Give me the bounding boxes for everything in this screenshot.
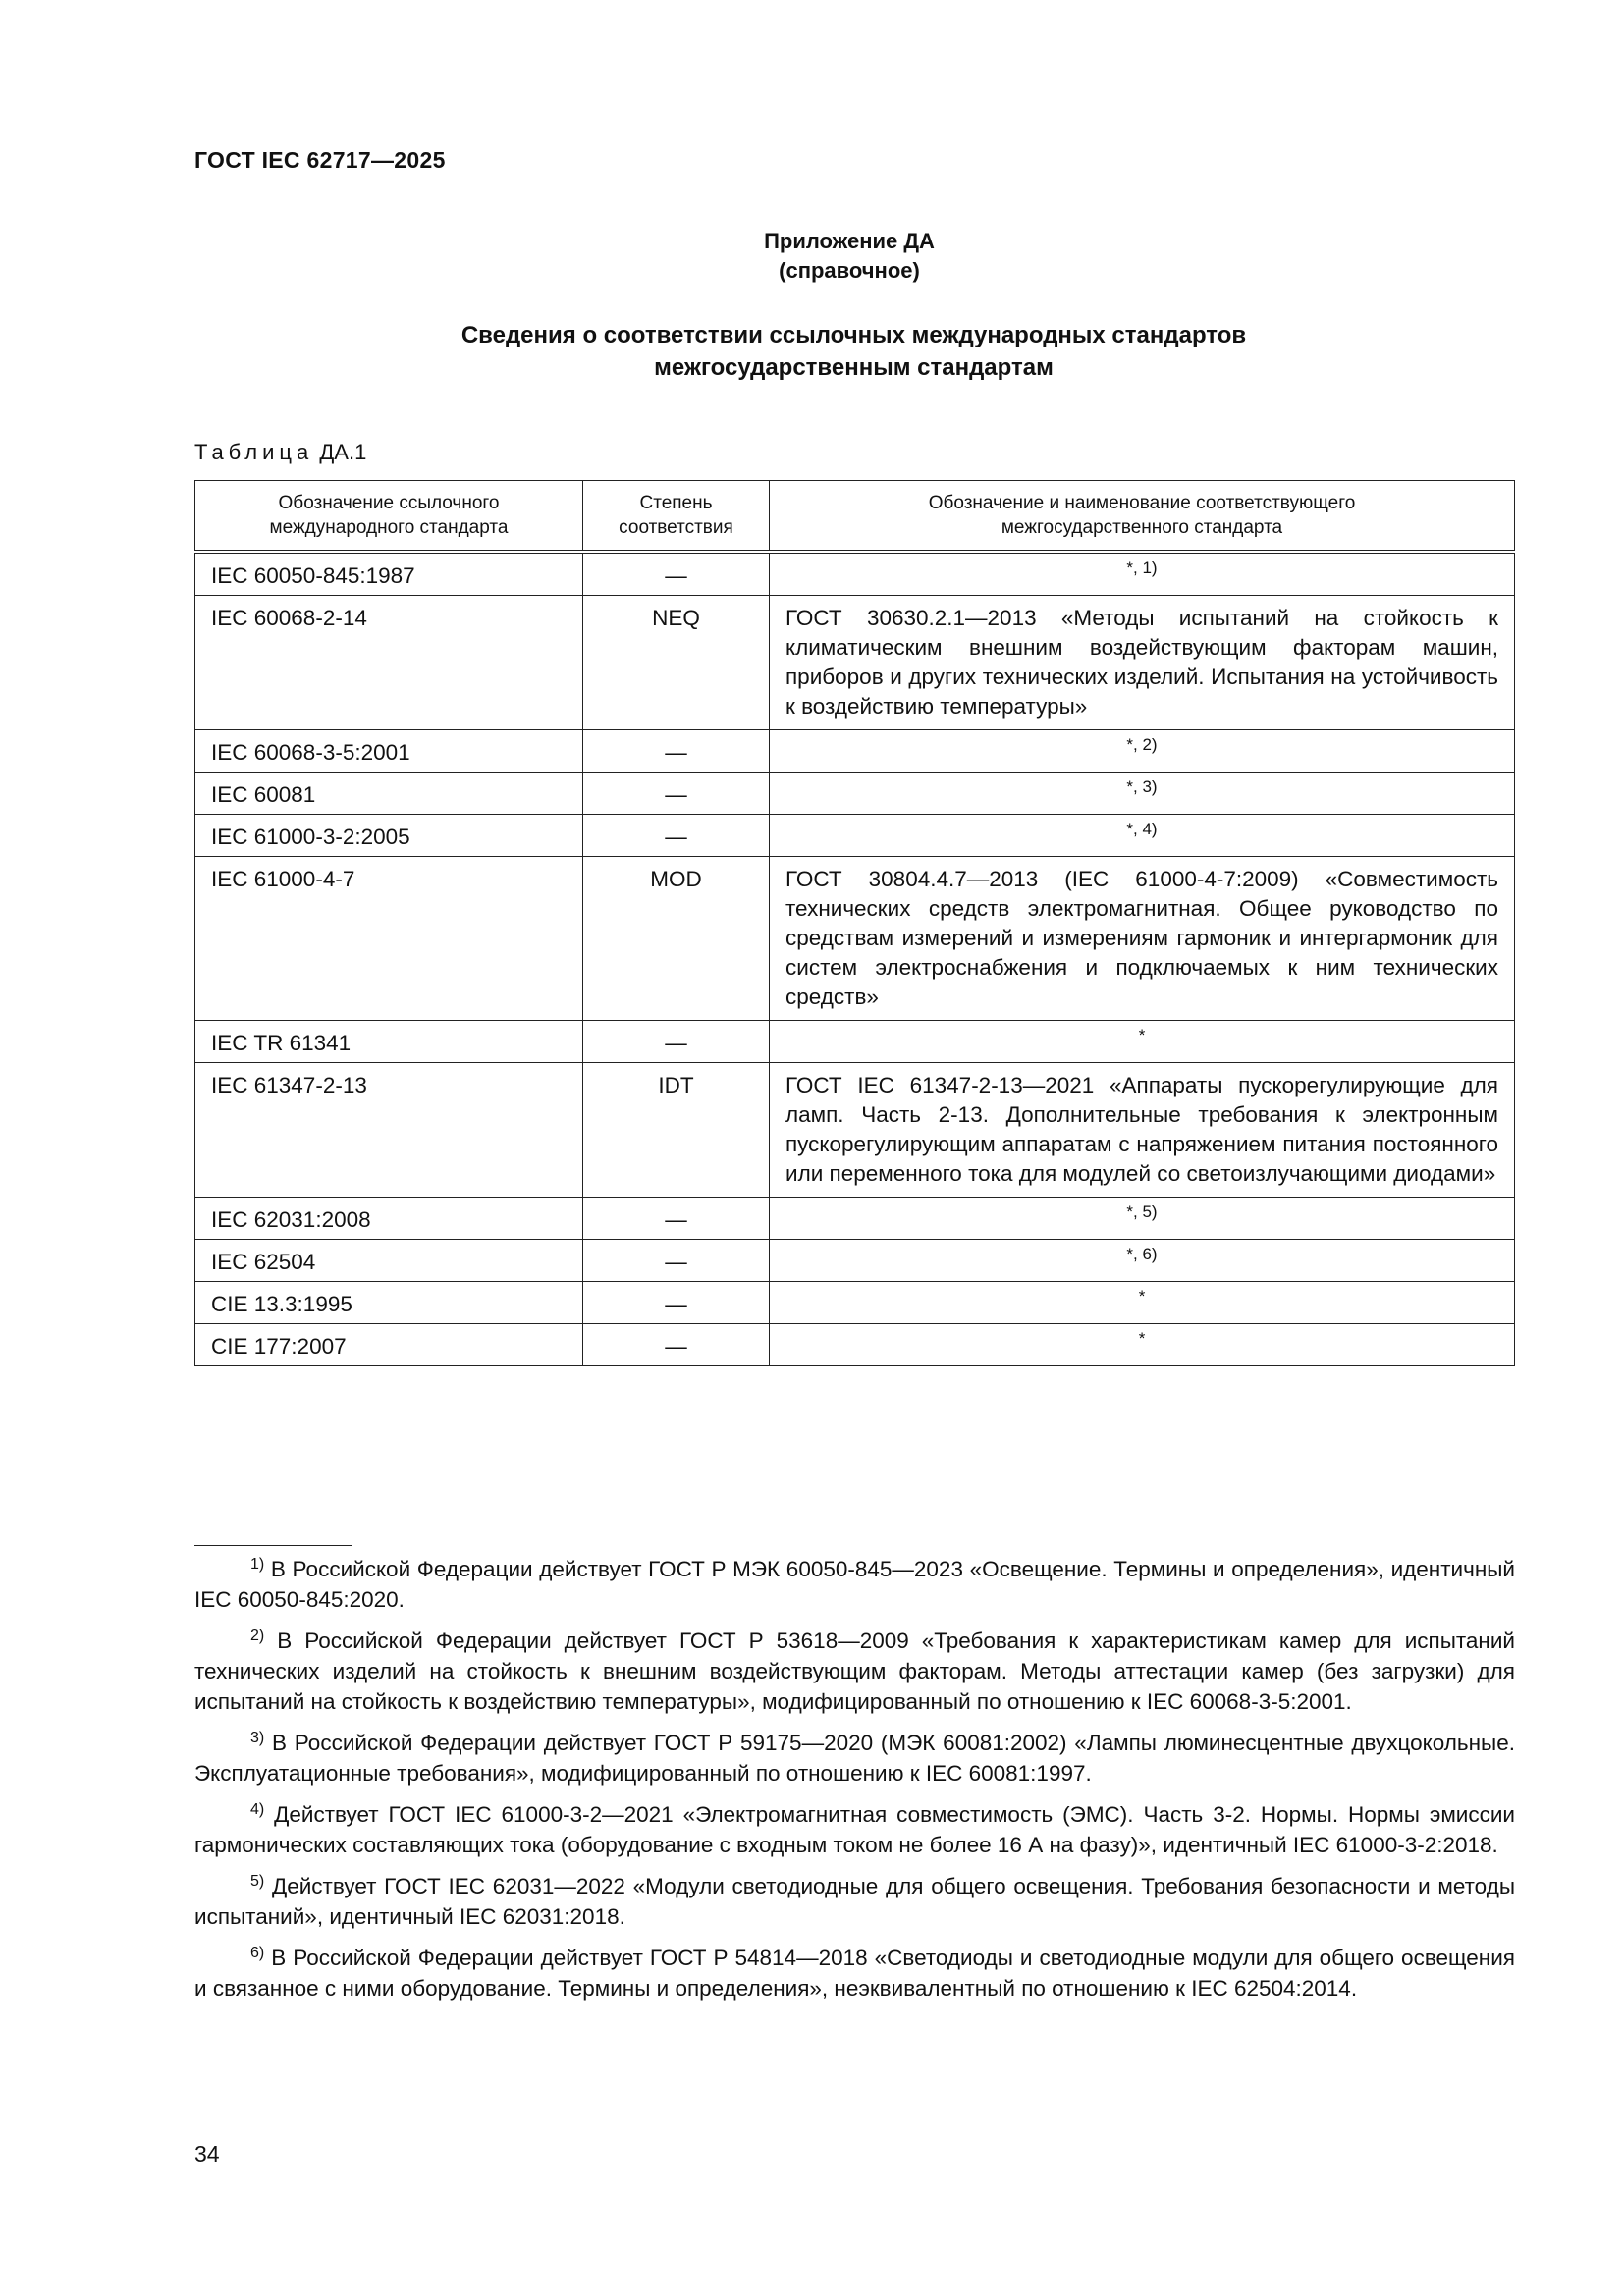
reference-cell: IEC 60068-3-5:2001: [195, 730, 583, 773]
degree-cell: —: [583, 1282, 770, 1324]
annex-heading: [0, 227, 1624, 286]
table-row: [195, 1198, 1515, 1240]
table-caption: [194, 440, 366, 465]
standard-cell: *: [770, 1282, 1515, 1324]
annex-type: (справочное): [779, 258, 920, 283]
standard-cell: *, 3): [770, 773, 1515, 815]
page-number: 34: [194, 2141, 220, 2166]
reference-cell: IEC 61000-3-2:2005: [195, 815, 583, 857]
reference-cell: IEC 62031:2008: [195, 1198, 583, 1240]
footnote-text: В Российской Федерации действует ГОСТ Р 53618—2009 «Требования к характеристикам камер для испытаний технических изделий на стойкость к внешним воздействующим факторам. Методы аттестации камер (без загрузки) для испытаний на стойкость к воздействию температуры», модифицированный по отношению к IEC 60068-3-5:2001.: [194, 1629, 1515, 1714]
degree-cell: IDT: [583, 1063, 770, 1198]
standard-cell: *, 6): [770, 1240, 1515, 1282]
reference-cell: IEC 62504: [195, 1240, 583, 1282]
header-reference-standard: [195, 481, 583, 553]
section-title-line2: межгосударственным стандартам: [654, 354, 1054, 381]
standard-cell: ГОСТ 30804.4.7—2013 (IEC 61000-4-7:2009) «Совместимость технических средств электромагнитная. Общее руководство по средствам измерений и измерениям гармоник и интергармоник для систем электроснабжения и подключаемых к ним технических средств»: [770, 857, 1515, 1021]
table-row: [195, 773, 1515, 815]
degree-cell: —: [583, 1021, 770, 1063]
footnote-mark: 4): [250, 1801, 265, 1818]
footnote-separator: [194, 1545, 352, 1546]
footnotes: [194, 1554, 1515, 2014]
table-row: [195, 1063, 1515, 1198]
footnote-text: Действует ГОСТ IEC 62031—2022 «Модули светодиодные для общего освещения. Требования безопасности и методы испытаний», идентичный IEC 62031:2018.: [194, 1874, 1515, 1929]
footnote-mark: 6): [250, 1945, 265, 1961]
header-interstate-standard: [770, 481, 1515, 553]
table-row: [195, 1021, 1515, 1063]
table-caption-word: Таблица: [194, 440, 314, 464]
degree-cell: MOD: [583, 857, 770, 1021]
header-degree: [583, 481, 770, 553]
header-line: соответствия: [619, 517, 733, 538]
footnote: [194, 1871, 1515, 1932]
table-row: [195, 730, 1515, 773]
footnote: [194, 1943, 1515, 2003]
degree-cell: —: [583, 552, 770, 596]
document-header: ГОСТ IEC 62717—2025: [194, 147, 446, 173]
footnote-mark: 2): [250, 1628, 265, 1644]
table-row: [195, 857, 1515, 1021]
standard-cell: *: [770, 1021, 1515, 1063]
table-row: [195, 552, 1515, 596]
footnote: [194, 1554, 1515, 1615]
footnote-text: Действует ГОСТ IEC 61000-3-2—2021 «Электромагнитная совместимость (ЭМС). Часть 3-2. Нормы. Нормы эмиссии гармонических составляющих тока (оборудование с входным током не более 16 А на фазу)», идентичный IEC 61000-3-2:2018.: [194, 1802, 1515, 1857]
table-header-row: [195, 481, 1515, 553]
header-line: межгосударственного стандарта: [1001, 517, 1283, 538]
standard-cell: *, 5): [770, 1198, 1515, 1240]
annex-title: Приложение ДА: [764, 229, 935, 253]
degree-cell: —: [583, 1324, 770, 1366]
degree-cell: —: [583, 773, 770, 815]
footnote-text: В Российской Федерации действует ГОСТ Р 54814—2018 «Светодиоды и светодиодные модули для общего освещения и связанное с ними оборудование. Термины и определения», неэквивалентный по отношению к IEC 62504:2014.: [194, 1946, 1515, 2001]
table-row: [195, 1240, 1515, 1282]
footnote: [194, 1728, 1515, 1789]
footnote: [194, 1799, 1515, 1860]
header-line: Обозначение ссылочного: [278, 493, 500, 513]
standard-cell: ГОСТ IEC 61347-2-13—2021 «Аппараты пускорегулирующие для ламп. Часть 2-13. Дополнительные требования к электронным пускорегулирующим аппаратам с напряжением питания постоянного или переменного тока для модулей со светоизлучающими диодами»: [770, 1063, 1515, 1198]
footnote-mark: 1): [250, 1556, 265, 1573]
degree-cell: —: [583, 815, 770, 857]
degree-cell: —: [583, 1198, 770, 1240]
reference-cell: IEC 61347-2-13: [195, 1063, 583, 1198]
footnote-mark: 3): [250, 1730, 265, 1746]
footnote-mark: 5): [250, 1873, 265, 1890]
footnote-text: В Российской Федерации действует ГОСТ Р 59175—2020 (МЭК 60081:2002) «Лампы люминесцентные двухцокольные. Эксплуатационные требования», модифицированный по отношению к IEC 60081:1997.: [194, 1731, 1515, 1786]
reference-cell: IEC 60081: [195, 773, 583, 815]
section-title-line1: Сведения о соответствии ссылочных международных стандартов: [460, 322, 1247, 348]
table-row: [195, 1324, 1515, 1366]
reference-cell: CIE 177:2007: [195, 1324, 583, 1366]
standard-cell: ГОСТ 30630.2.1—2013 «Методы испытаний на стойкость к климатическим внешним воздействующим факторам машин, приборов и других технических изделий. Испытания на устойчивость к воздействию температуры»: [770, 596, 1515, 730]
footnote-text: В Российской Федерации действует ГОСТ Р МЭК 60050-845—2023 «Освещение. Термины и определения», идентичный IEC 60050-845:2020.: [194, 1557, 1515, 1612]
header-line: международного стандарта: [269, 517, 509, 538]
standard-cell: *: [770, 1324, 1515, 1366]
table-row: [195, 596, 1515, 730]
footnote: [194, 1626, 1515, 1717]
header-line: Степень: [639, 493, 713, 513]
reference-cell: IEC 60050-845:1987: [195, 552, 583, 596]
standard-cell: *, 4): [770, 815, 1515, 857]
degree-cell: —: [583, 730, 770, 773]
degree-cell: NEQ: [583, 596, 770, 730]
table-row: [195, 1282, 1515, 1324]
table-caption-number: ДА.1: [319, 440, 367, 464]
table-row: [195, 815, 1515, 857]
reference-cell: IEC TR 61341: [195, 1021, 583, 1063]
standards-correspondence-table: [194, 480, 1515, 1366]
degree-cell: —: [583, 1240, 770, 1282]
standard-cell: *, 2): [770, 730, 1515, 773]
header-line: Обозначение и наименование соответствующего: [928, 493, 1356, 513]
reference-cell: CIE 13.3:1995: [195, 1282, 583, 1324]
standard-cell: *, 1): [770, 552, 1515, 596]
section-title: [194, 319, 1513, 384]
reference-cell: IEC 60068-2-14: [195, 596, 583, 730]
reference-cell: IEC 61000-4-7: [195, 857, 583, 1021]
